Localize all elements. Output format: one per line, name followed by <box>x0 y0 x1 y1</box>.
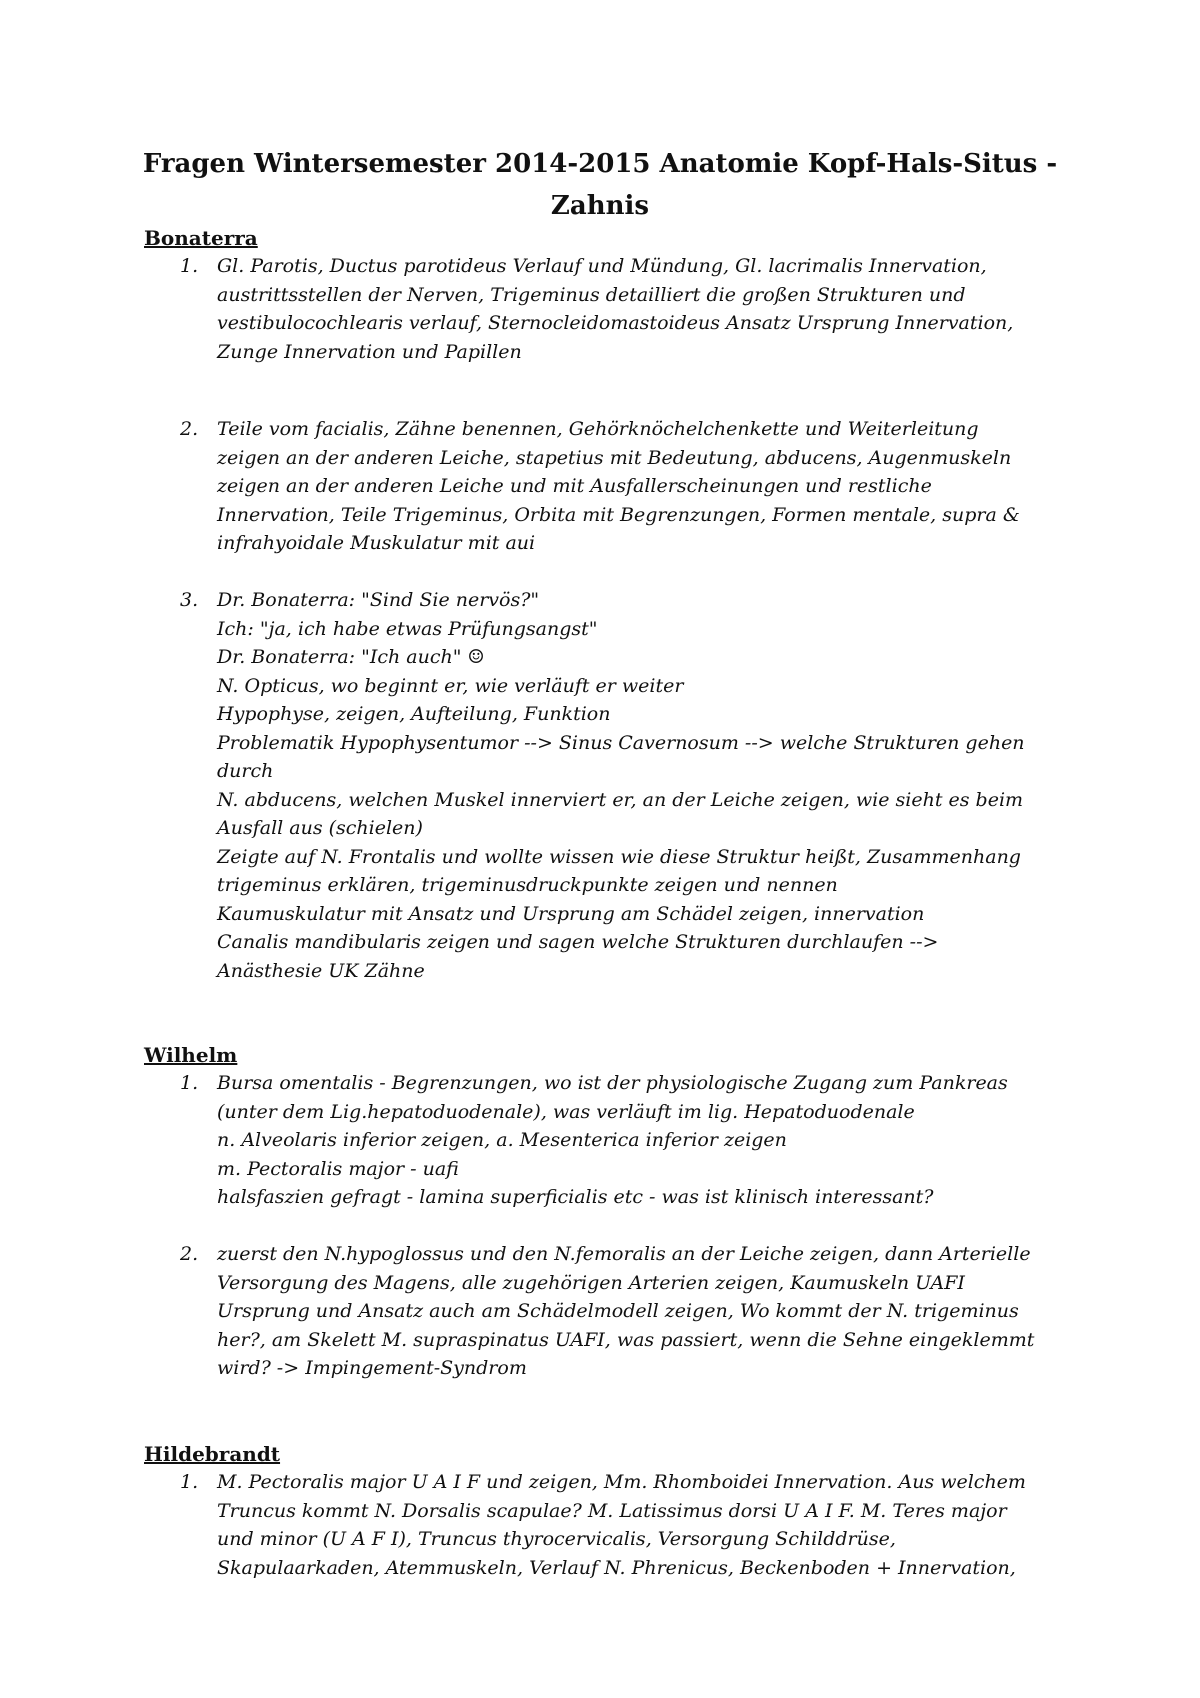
item-line: n. Alveolaris inferior zeigen, a. Mesenterica inferior zeigen <box>217 1129 787 1151</box>
item-line: Dr. Bonaterra: "Ich auch" ☺ <box>217 646 485 668</box>
item-text <box>217 586 1077 985</box>
item-text <box>217 1240 1077 1383</box>
item-line: austrittsstellen der Nerven, Trigeminus detailliert die großen Strukturen und <box>217 283 966 306</box>
item-line: trigeminus erklären, trigeminusdruckpunkte zeigen und nennen <box>217 874 838 896</box>
section-heading-hildebrandt: Hildebrandt <box>144 1442 281 1466</box>
item-text <box>217 252 1077 366</box>
title-line-1: Fragen Wintersemester 2014-2015 Anatomie Kopf-Hals-Situs - <box>142 149 1058 179</box>
document-title <box>140 143 1060 227</box>
item-text <box>217 415 1077 558</box>
item-line: Zunge Innervation und Papillen <box>217 340 522 363</box>
item-line: Versorgung des Magens, alle zugehörigen Arterien zeigen, Kaumuskeln UAFI <box>217 1271 965 1294</box>
item-line: Teile vom facialis, Zähne benennen, Gehörknöchelchenkette und Weiterleitung <box>217 418 979 440</box>
item-line: N. abducens, welchen Muskel innerviert er, an der Leiche zeigen, wie sieht es beim <box>217 788 1024 811</box>
item-number: 2. <box>180 418 199 440</box>
item-text <box>217 1468 1077 1582</box>
item-line: Ich: "ja, ich habe etwas Prüfungsangst" <box>217 617 598 640</box>
item-line: Problematik Hypophysentumor --> Sinus Cavernosum --> welche Strukturen gehen <box>217 731 1025 754</box>
item-line: zeigen an der anderen Leiche und mit Ausfallerscheinungen und restliche <box>217 475 932 497</box>
item-line: Dr. Bonaterra: "Sind Sie nervös?" <box>217 589 540 611</box>
item-text <box>217 1069 1077 1212</box>
item-line: wird? -> Impingement-Syndrom <box>217 1357 527 1379</box>
item-line: Kaumuskulatur mit Ansatz und Ursprung am Schädel zeigen, innervation <box>217 902 925 925</box>
item-line: zeigen an der anderen Leiche, stapetius mit Bedeutung, abducens, Augenmuskeln <box>217 446 1012 469</box>
item-line: m. Pectoralis major - uafi <box>217 1157 459 1180</box>
item-line: Ausfall aus (schielen) <box>217 817 423 839</box>
item-line: vestibulocochlearis verlauf, Sternocleidomastoideus Ansatz Ursprung Innervation, <box>217 312 1014 334</box>
item-line: Skapulaarkaden, Atemmuskeln, Verlauf N. Phrenicus, Beckenboden + Innervation, <box>217 1556 1016 1579</box>
item-number: 3. <box>180 589 199 611</box>
section-heading-bonaterra: Bonaterra <box>144 226 258 250</box>
item-number: 1. <box>180 1471 199 1493</box>
item-line: Hypophyse, zeigen, Aufteilung, Funktion <box>217 703 611 725</box>
item-line: durch <box>217 760 274 782</box>
item-line: (unter dem Lig.hepatoduodenale), was verläuft im lig. Hepatoduodenale <box>217 1100 915 1123</box>
item-line: halsfaszien gefragt - lamina superficialis etc - was ist klinisch interessant? <box>217 1186 934 1208</box>
item-line: infrahyoidale Muskulatur mit aui <box>217 532 536 554</box>
item-number: 2. <box>180 1243 199 1265</box>
section-heading-wilhelm: Wilhelm <box>144 1043 238 1067</box>
item-number: 1. <box>180 1072 199 1094</box>
item-line: Ursprung und Ansatz auch am Schädelmodell zeigen, Wo kommt der N. trigeminus <box>217 1300 1019 1322</box>
item-line: zuerst den N.hypoglossus und den N.femoralis an der Leiche zeigen, dann Arterielle <box>217 1243 1031 1265</box>
item-line: Zeigte auf N. Frontalis und wollte wissen wie diese Struktur heißt, Zusammenhang <box>217 845 1021 868</box>
item-line: Truncus kommt N. Dorsalis scapulae? M. Latissimus dorsi U A I F. M. Teres major <box>217 1499 1007 1522</box>
item-line: her?, am Skelett M. supraspinatus UAFI, was passiert, wenn die Sehne eingeklemmt <box>217 1328 1035 1351</box>
item-number: 1. <box>180 255 199 277</box>
item-line: M. Pectoralis major U A I F und zeigen, Mm. Rhomboidei Innervation. Aus welchem <box>217 1471 1026 1493</box>
item-line: Anästhesie UK Zähne <box>217 959 425 982</box>
item-line: Bursa omentalis - Begrenzungen, wo ist der physiologische Zugang zum Pankreas <box>217 1072 1008 1094</box>
title-line-2: Zahnis <box>550 191 650 221</box>
item-line: Canalis mandibularis zeigen und sagen welche Strukturen durchlaufen --> <box>217 931 939 953</box>
item-line: und minor (U A F I), Truncus thyrocervicalis, Versorgung Schilddrüse, <box>217 1528 896 1550</box>
item-line: Gl. Parotis, Ductus parotideus Verlauf und Mündung, Gl. lacrimalis Innervation, <box>217 255 987 277</box>
item-line: N. Opticus, wo beginnt er, wie verläuft er weiter <box>217 674 684 697</box>
item-line: Innervation, Teile Trigeminus, Orbita mit Begrenzungen, Formen mentale, supra & <box>217 503 1020 526</box>
